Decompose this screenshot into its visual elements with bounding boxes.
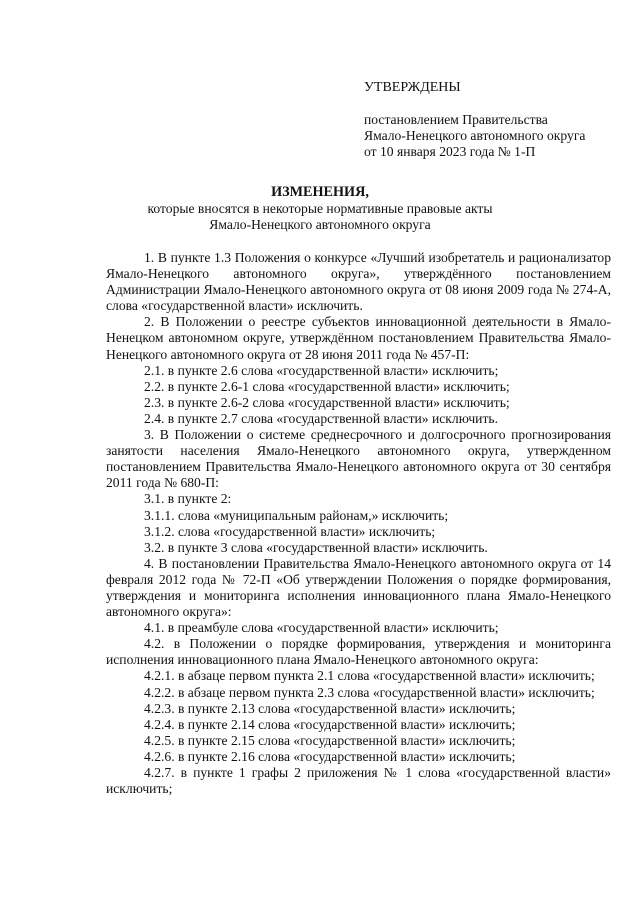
approval-line: Ямало-Ненецкого автономного округа — [364, 128, 586, 144]
document-subtitle-line: Ямало-Ненецкого автономного округа — [209, 217, 431, 233]
document-body — [106, 250, 611, 797]
paragraph: 3.1.1. слова «муниципальным районам,» исключить; — [144, 507, 449, 523]
title-block — [0, 184, 640, 233]
paragraph: 2. В Положении о реестре субъектов инновационной деятельности в Ямало-Ненецком автономном округе, утверждённом постановлением Правительства Ямало-Ненецкого автономного округа от 28 июня 2011 года № 457-П: — [106, 314, 611, 362]
paragraph: 4.2.3. в пункте 2.13 слова «государственной власти» исключить; — [144, 700, 516, 716]
document-title: ИЗМЕНЕНИЯ, — [271, 184, 369, 200]
paragraph: 4.2.1. в абзаце первом пункта 2.1 слова «государственной власти» исключить; — [144, 668, 595, 684]
approval-heading: УТВЕРЖДЕНЫ — [364, 80, 461, 95]
paragraph: 4.2. в Положении о порядке формирования, утверждения и мониторинга исполнения инновационного плана Ямало-Ненецкого автономного округа: — [106, 636, 611, 668]
paragraph: 4.2.6. в пункте 2.16 слова «государственной власти» исключить; — [144, 748, 516, 764]
approval-line: постановлением Правительства — [364, 112, 548, 128]
paragraph: 3. В Положении о системе среднесрочного и долгосрочного прогнозирования занятости населения Ямало-Ненецкого автономного округа, утвержденном постановлением Правительства Ямало-Ненецкого автономного округа от 30 сентября 2011 года № 680-П: — [106, 427, 611, 491]
paragraph: 1. В пункте 1.3 Положения о конкурсе «Лучший изобретатель и рационализатор Ямало-Ненецкого автономного округа», утверждённого постановлением Администрации Ямало-Ненецкого автономного округа от 08 июня 2009 года № 274-А, слова «государственной власти» исключить. — [106, 250, 611, 314]
approval-line: от 10 января 2023 года № 1-П — [364, 144, 536, 160]
paragraph: 2.4. в пункте 2.7 слова «государственной власти» исключить. — [144, 410, 498, 426]
paragraph: 3.1. в пункте 2: — [144, 491, 232, 507]
paragraph: 2.2. в пункте 2.6-1 слова «государственной власти» исключить; — [144, 378, 510, 394]
approval-block — [364, 80, 624, 160]
paragraph: 4.2.4. в пункте 2.14 слова «государственной власти» исключить; — [144, 716, 516, 732]
paragraph: 3.2. в пункте 3 слова «государственной власти» исключить. — [144, 539, 488, 555]
paragraph: 4.1. в преамбуле слова «государственной власти» исключить; — [144, 620, 499, 636]
paragraph: 4. В постановлении Правительства Ямало-Ненецкого автономного округа от 14 февраля 2012 года № 72-П «Об утверждении Положения о порядке формирования, утверждения и мониторинга исполнения инновационного плана Ямало-Ненецкого автономного округа»: — [106, 555, 611, 620]
paragraph: 2.3. в пункте 2.6-2 слова «государственной власти» исключить; — [144, 394, 510, 410]
paragraph: 4.2.7. в пункте 1 графы 2 приложения № 1 слова «государственной власти» исключить; — [106, 765, 611, 797]
paragraph: 4.2.5. в пункте 2.15 слова «государственной власти» исключить; — [144, 732, 516, 748]
document-subtitle-line: которые вносятся в некоторые нормативные правовые акты — [147, 201, 493, 216]
paragraph: 2.1. в пункте 2.6 слова «государственной власти» исключить; — [144, 362, 499, 378]
paragraph: 3.1.2. слова «государственной власти» исключить; — [144, 523, 436, 539]
paragraph: 4.2.2. в абзаце первом пункта 2.3 слова «государственной власти» исключить; — [144, 684, 595, 700]
